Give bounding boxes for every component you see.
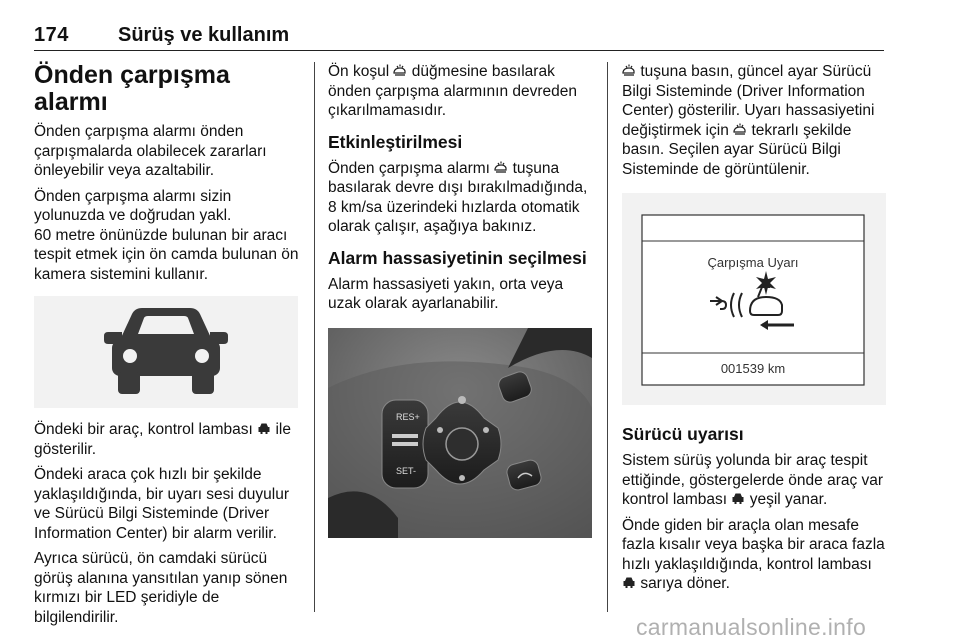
paragraph: Önden çarpışma alarmı tuşuna basılarak devre dışı bırakılmadığında, 8 km/sa üzerindeki hızlarda otomatik olarak çalışır, aşağıya bakınız.: [328, 159, 588, 235]
paragraph: Önde giden bir araçla olan mesafe fazla kısalır veya başka bir araca fazla hızlı yaklaşıldığında, kontrol lambası sarıya döner.: [622, 516, 885, 592]
collision-alert-button-icon: [622, 64, 636, 77]
page-header: [34, 22, 884, 51]
display-title: Çarpışma Uyarı: [707, 255, 799, 270]
paragraph: Önden çarpışma alarmı sizin yolunuzda ve doğrudan yakl. 60 metre önünüzde bulunan bir aracı tespit etmek için ön camda bulunan ön kamera sistemini kullanır.: [34, 187, 299, 283]
watermark-text: carmanualsonline.info: [636, 614, 867, 640]
paragraph: Alarm hassasiyeti yakın, orta veya uzak olarak ayarlanabilir.: [328, 275, 564, 312]
section-heading: Sürücü uyarısı: [622, 424, 744, 444]
section-heading: Etkinleştirilmesi: [328, 131, 463, 152]
section-title: Önden çarpışma alarmı: [34, 61, 230, 116]
paragraph: tuşuna basın, güncel ayar Sürücü Bilgi Sisteminde (Driver Information Center) gösterilir. Uyarı hassasiyetini değiştirmek için tekrarlı şekilde basın. Seçilen ayar Sürücü Bilgi Sisteminde de görüntülenir.: [622, 63, 875, 178]
column-divider: [607, 62, 608, 612]
column-2: [328, 62, 594, 550]
collision-alert-button-icon: [494, 161, 508, 174]
driver-info-display-figure: [622, 193, 886, 405]
column-1: [34, 62, 304, 633]
steering-wheel-figure: [328, 328, 592, 538]
vehicle-ahead-indicator-icon: [622, 576, 636, 589]
column-3: [622, 62, 886, 600]
steering-wheel-controls-image: [328, 328, 592, 538]
paragraph: Öndeki araca çok hızlı bir şekilde yaklaşıldığında, bir uyarı sesi duyulur ve Sürücü Bilgi Sisteminde (Driver Information Center) bir alarm verilir.: [34, 466, 290, 542]
paragraph: Önden çarpışma alarmı önden çarpışmalarda olabilecek zararları önleyebilir veya azaltabilir.: [34, 123, 267, 179]
vehicle-ahead-indicator-icon: [257, 422, 271, 435]
vehicle-ahead-icon: [34, 296, 298, 408]
paragraph: Ayrıca sürücü, ön camdaki sürücü görüş alanına yansıtılan yanıp sönen kırmızı bir LED şeridiyle de bilgilendirilir.: [34, 550, 288, 626]
paragraph: Ön koşul düğmesine basılarak önden çarpışma alarmının devreden çıkarılmamasıdır.: [328, 63, 578, 119]
vehicle-ahead-indicator-icon: [731, 492, 745, 505]
paragraph: Sistem sürüş yolunda bir araç tespit ettiğinde, göstergelerde önde araç var kontrol lambası yeşil yanar.: [622, 452, 884, 508]
column-divider: [314, 62, 315, 612]
collision-alert-button-icon: [733, 123, 747, 136]
car-warning-figure: [34, 296, 298, 408]
chapter-title: Sürüş ve kullanım: [118, 24, 290, 46]
res-label: RES+: [396, 411, 420, 422]
section-heading: Alarm hassasiyetinin seçilmesi: [328, 247, 587, 268]
page-number: 174: [34, 24, 69, 46]
set-label: SET-: [396, 465, 417, 476]
paragraph: Öndeki bir araç, kontrol lambası ile gösterilir.: [34, 421, 291, 458]
driver-information-center-display: [622, 193, 886, 405]
odometer-readout: 001539 km: [720, 361, 786, 376]
collision-alert-button-icon: [393, 64, 407, 77]
